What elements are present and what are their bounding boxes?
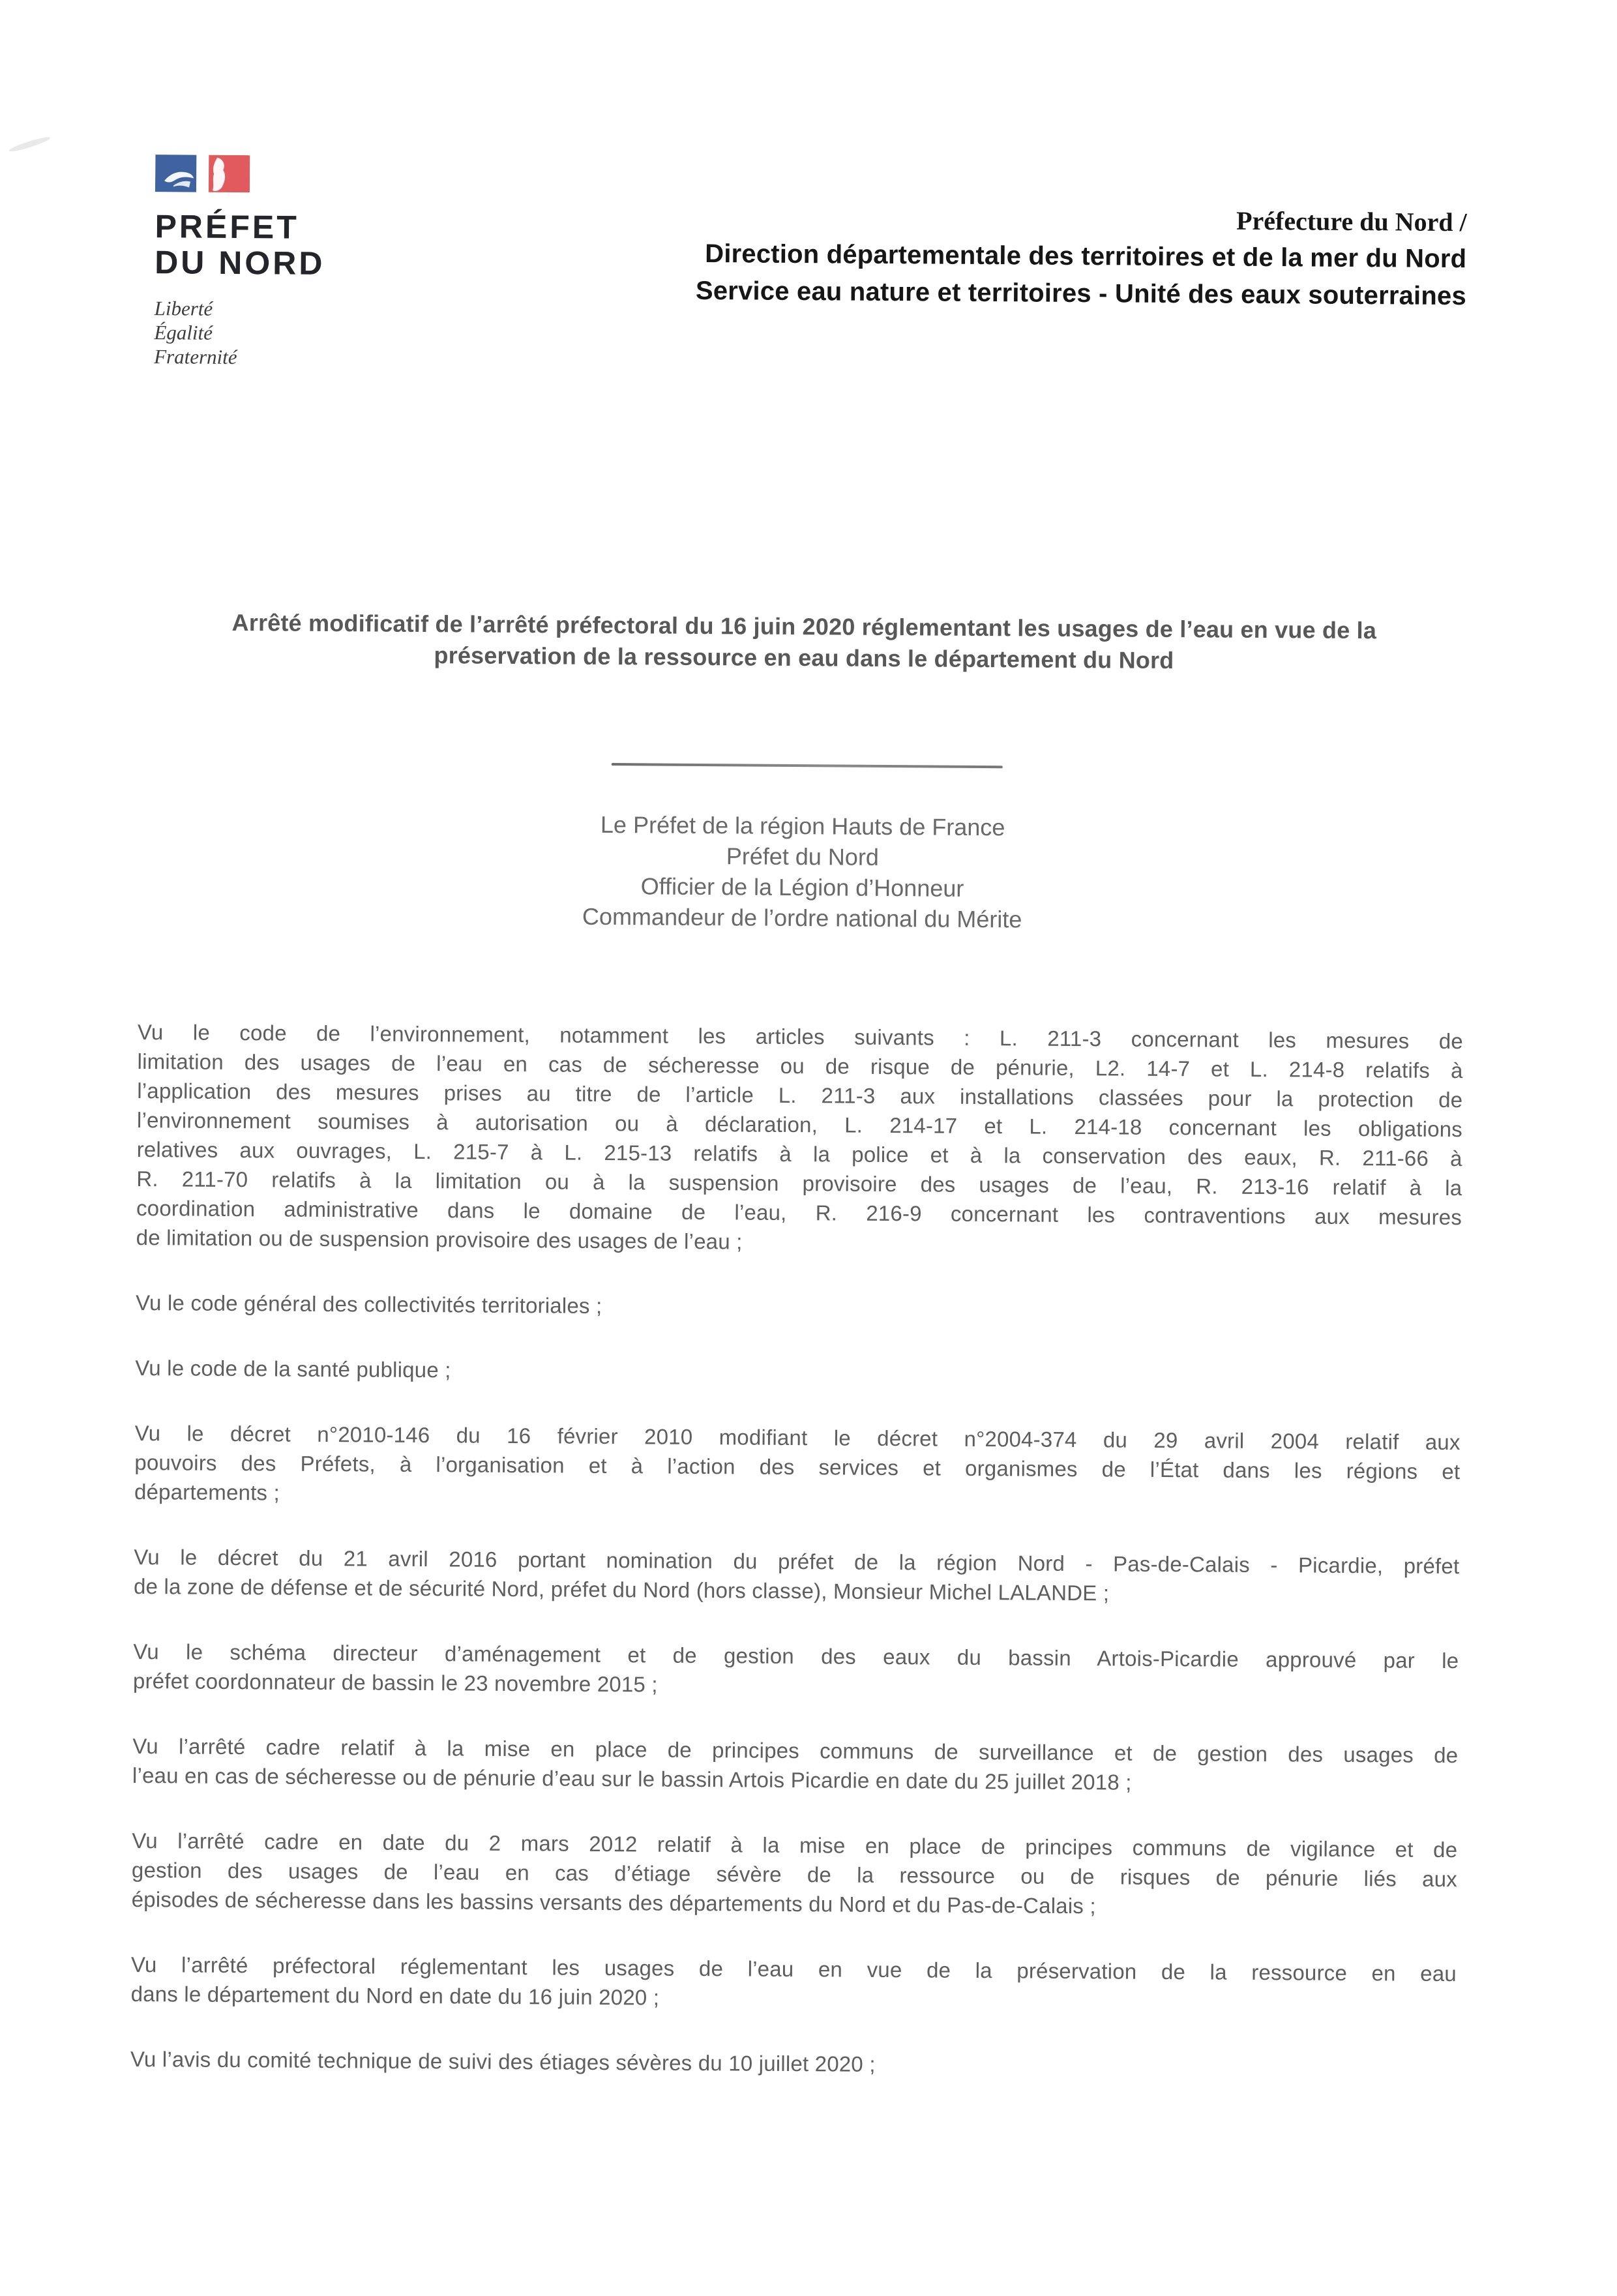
logo-motto-egalite: Égalité [154,321,213,344]
body-paragraph [135,1353,1461,1392]
body-line: Vu le code de l’environnement, notamment les articles suivants : L. 211-3 concernant les mesures de [137,1019,1464,1054]
doc-title-line2: préservation de la ressource en eau dans le département du Nord [434,642,1174,674]
body-paragraph [134,1418,1461,1515]
header-direction-line: Direction départementale des territoires et de la mer du Nord [705,239,1467,274]
body-line: Vu l’arrêté cadre en date du 2 mars 2012 relatif à la mise en place de principes communs de vigilance et de [132,1828,1458,1862]
doc-title [142,606,1466,678]
body-line: Vu l’arrêté préfectoral réglementant les usages de l’eau en vue de la préservation de la ressource en eau [130,1952,1457,1986]
body-paragraphs [130,1017,1463,2119]
logo-brand-line1: PRÉFET [155,208,300,246]
body-line: gestion des usages de l’eau en cas d’étiage sévère de la ressource ou de risques de pénurie liés aux [131,1857,1458,1892]
body-line: dans le département du Nord en date du 16 juin 2020 ; [130,1981,660,2010]
body-line: Vu le code général des collectivités territoriales ; [135,1290,602,1318]
body-line: épisodes de sécheresse dans les bassins versants des départements du Nord et du Pas-de-Calais ; [131,1886,1096,1918]
body-line: Vu le décret du 21 avril 2016 portant nomination du préfet de la région Nord - Pas-de-Calais - Picardie, préfet [134,1544,1460,1579]
header-service-line: Service eau nature et territoires - Unité des eaux souterraines [695,276,1467,311]
body-line: limitation des usages de l’eau en cas de sécheresse ou de risque de pénurie, L2. 14-7 et L. 214-8 relatifs à [137,1049,1463,1083]
body-paragraph [136,1288,1461,1326]
body-paragraph [136,1017,1463,1261]
logo-motto-fraternite: Fraternité [154,345,237,369]
body-line: Vu l’arrêté cadre relatif à la mise en place de principes communs de surveillance et de gestion des usages de [132,1733,1459,1768]
body-paragraph [132,1826,1458,1923]
body-line: l’eau en cas de sécheresse ou de pénurie d’eau sur le bassin Artois Picardie en date du 25 juillet 2018 ; [132,1763,1132,1795]
body-line: Vu le schéma directeur d’aménagement et de gestion des eaux du bassin Artois-Picardie approuvé par le [133,1639,1459,1673]
logo-motto-liberte: Liberté [154,297,213,320]
body-line: pouvoirs des Préfets, à l’organisation et à l’action des services et organismes de l’État dans les régions et [134,1450,1461,1484]
section-divider [612,763,1003,768]
logo-brand-line2: DU NORD [154,244,325,282]
body-line: préfet coordonnateur de bassin le 23 novembre 2015 ; [132,1668,658,1697]
body-line: de la zone de défense et de sécurité Nord, préfet du Nord (hors classe), Monsieur Michel LALANDE ; [133,1573,1110,1605]
body-line: Vu l’avis du comité technique de suivi des étiages sévères du 10 juillet 2020 ; [130,2046,876,2076]
body-line: R. 211-70 relatifs à la limitation ou à la suspension provisoire des usages de l’eau, R. 213-16 relatif à la [136,1166,1462,1200]
authority-line: Préfet du Nord [726,842,880,871]
body-paragraph [133,1637,1459,1705]
authority-line: Commandeur de l’ordre national du Mérite [582,902,1022,933]
body-paragraph [134,1542,1460,1610]
body-line: relatives aux ouvrages, L. 215-7 à L. 215-13 relatifs à la police et à la conservation des eaux, R. 211-66 à [136,1137,1462,1171]
body-paragraph [132,1731,1459,1799]
header-prefecture-line: Préfecture du Nord / [1236,205,1467,237]
body-paragraph [130,1950,1457,2018]
body-line: de limitation ou de suspension provisoire des usages de l’eau ; [136,1225,743,1254]
body-line: l’application des mesures prises au titre de l’article L. 211-3 aux installations classées pour la protection de [137,1078,1463,1112]
body-line: Vu le décret n°2010-146 du 16 février 2010 modifiant le décret n°2004-374 du 29 avril 2004 relatif aux [134,1420,1461,1455]
doc-title-line1: Arrêté modificatif de l’arrêté préfectoral du 16 juin 2020 réglementant les usages de l’eau en vue de la [231,608,1377,644]
authority-block [140,806,1464,938]
authority-line: Officier de la Légion d’Honneur [640,872,964,902]
authority-line: Le Préfet de la région Hauts de France [600,811,1005,841]
gov-logo [154,154,429,370]
body-line: l’environnement soumises à autorisation ou à déclaration, L. 214-17 et L. 214-18 concernant les obligations [136,1107,1463,1142]
header-block [696,198,1467,315]
body-line: coordination administrative dans le domaine de l’eau, R. 216-9 concernant les contraventions aux mesures [136,1195,1462,1230]
scan-artifact [8,135,52,154]
french-flag-icon [155,154,250,194]
body-line: Vu le code de la santé publique ; [135,1355,451,1382]
body-line: départements ; [134,1479,280,1505]
body-paragraph [130,2044,1456,2083]
